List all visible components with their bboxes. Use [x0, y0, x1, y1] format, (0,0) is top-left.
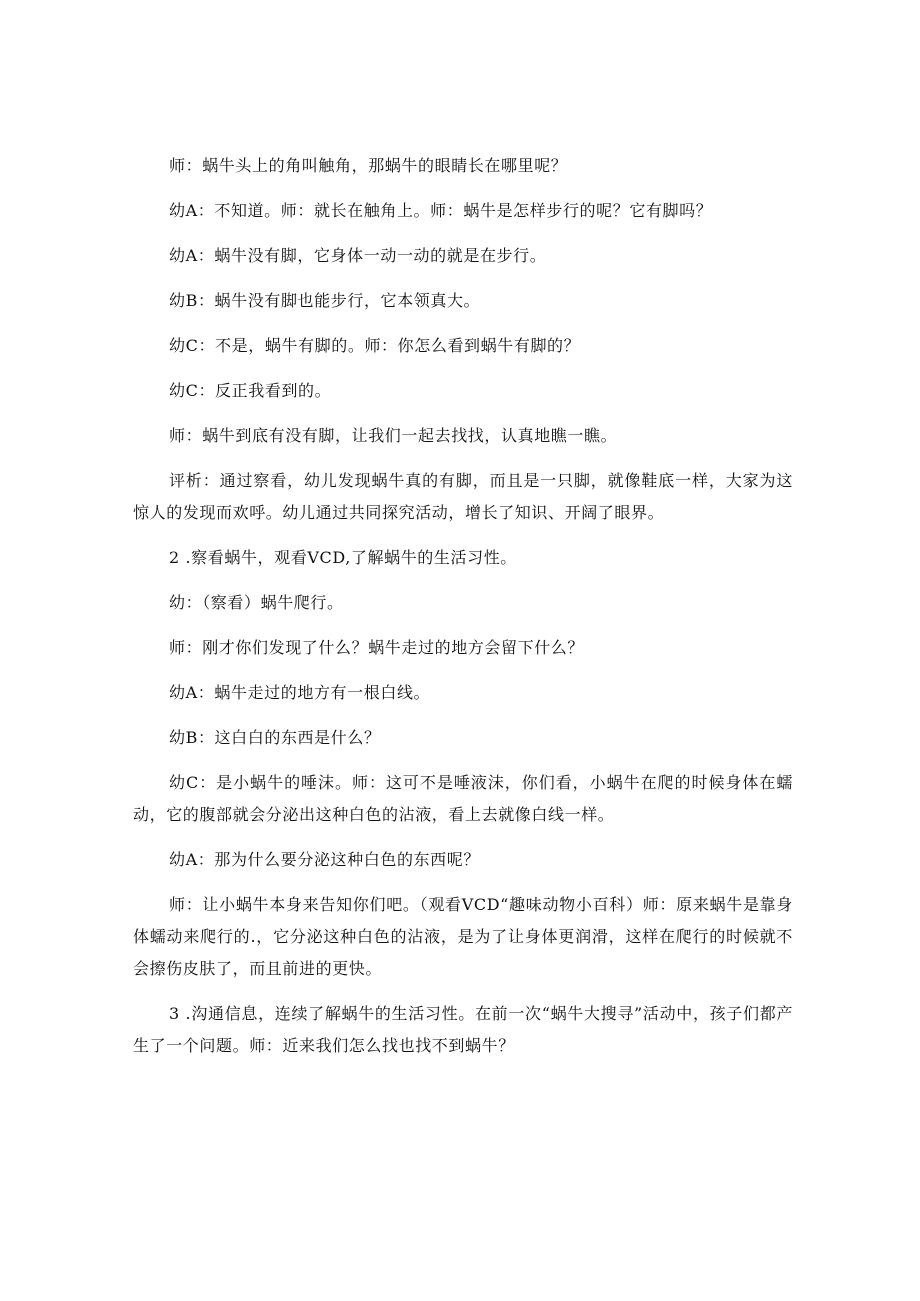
paragraph-11: 师：刚才你们发现了什么？蜗牛走过的地方会留下什么？ — [169, 638, 585, 657]
paragraph-16: 师：让小蜗牛本身来告知你们吧。（观看VCD“趣味动物小百科）师：原来蜗牛是靠身体蠕动来爬行的.，它分泌这种白色的沾液，是为了让身体更润滑，这样在爬行的时候就不会擦伤皮肤了，而且前进的更快。 — [133, 895, 793, 978]
paragraph-3: 幼A：蜗牛没有脚，它身体一动一动的就是在步行。 — [169, 246, 547, 265]
paragraph-12: 幼A：蜗牛走过的地方有一根白线。 — [169, 683, 431, 702]
paragraph-10: 幼：（察看）蜗牛爬行。 — [169, 593, 344, 612]
paragraph-14: 幼C：是小蜗牛的唾沫。师：这可不是唾液沫，你们看，小蜗牛在爬的时候身体在蠕动，它的腹部就会分泌出这种白色的沾液，看上去就像白线一样。 — [133, 773, 793, 824]
paragraph-4: 幼B：蜗牛没有脚也能步行，它本领真大。 — [169, 291, 481, 310]
paragraph-13: 幼B：这白白的东西是什么？ — [169, 728, 381, 747]
paragraph-1: 师：蜗牛头上的角叫触角，那蜗牛的眼睛长在哪里呢？ — [169, 156, 568, 175]
paragraph-8-commentary: 评析：通过察看，幼儿发现蜗牛真的有脚，而且是一只脚，就像鞋底一样，大家为这惊人的发现而欢呼。幼儿通过共同探究活动，增长了知识、开阔了眼界。 — [133, 471, 793, 522]
paragraph-9-section-2: 2 .察看蜗牛，观看VCD,了解蜗牛的生活习性。 — [169, 548, 517, 567]
paragraph-7: 师：蜗牛到底有没有脚，让我们一起去找找，认真地瞧一瞧。 — [169, 426, 618, 445]
paragraph-5: 幼C：不是，蜗牛有脚的。师：你怎么看到蜗牛有脚的？ — [169, 336, 581, 355]
paragraph-15: 幼A：那为什么要分泌这种白色的东西呢？ — [169, 850, 480, 869]
paragraph-6: 幼C：反正我看到的。 — [169, 381, 332, 400]
paragraph-17-section-3: 3 .沟通信息，连续了解蜗牛的生活习性。在前一次“蜗牛大搜寻”活动中，孩子们都产生了一个问题。师：近来我们怎么找也找不到蜗牛？ — [133, 1004, 793, 1055]
paragraph-2: 幼A：不知道。师：就长在触角上。师：蜗牛是怎样步行的呢？它有脚吗？ — [169, 201, 713, 220]
document-body — [133, 150, 793, 1075]
